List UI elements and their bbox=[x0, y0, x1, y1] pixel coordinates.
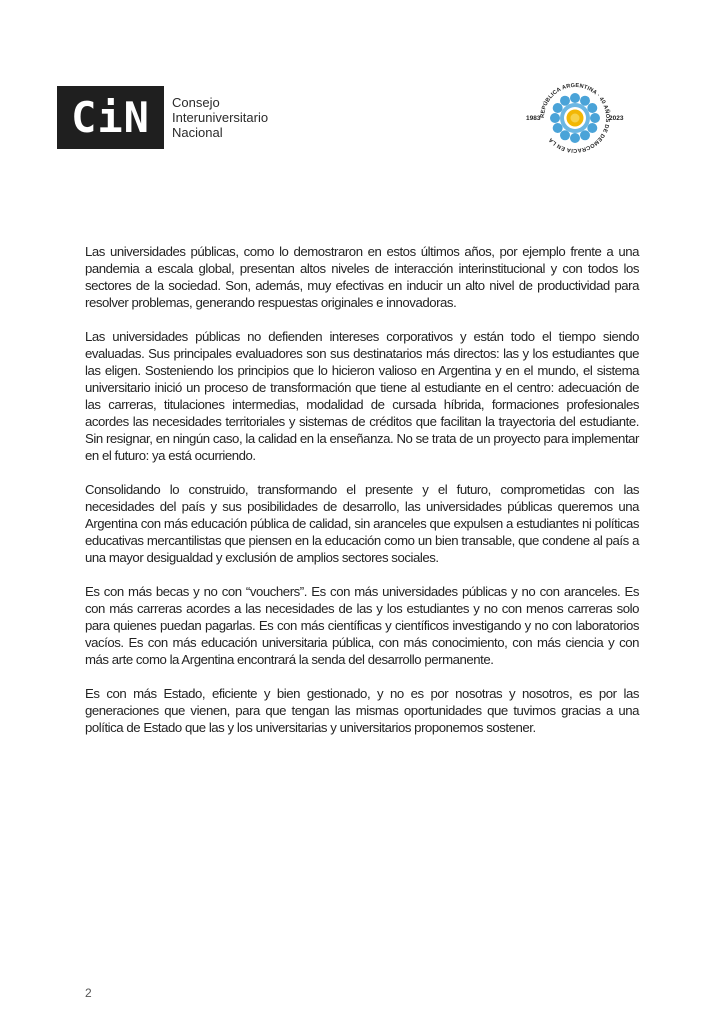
page-number: 2 bbox=[85, 986, 92, 1000]
cin-logo bbox=[57, 86, 268, 149]
seal-arc-textpath: REPÚBLICA ARGENTINA · 40 AÑOS DE DEMOCRACIA EN LA bbox=[539, 82, 611, 154]
page-header bbox=[0, 0, 724, 170]
cin-logo-line-2: Interuniversitario bbox=[172, 110, 269, 125]
seal-year-right: 2023 bbox=[609, 115, 624, 122]
seal-flower bbox=[550, 93, 600, 143]
body-paragraph-5: Es con más Estado, eficiente y bien gestionado, y no es por nosotras y nosotros, es por las generaciones que vienen, para que tengan las mismas oportunidades que tuvimos gracias a una política de Estado que las y los universitarias y universitarios proponemos sostener. bbox=[85, 686, 639, 735]
cin-logo-text bbox=[172, 95, 268, 140]
cin-logo-mark: CiN bbox=[57, 86, 164, 149]
cin-logo-line-1: Consejo bbox=[172, 95, 220, 110]
body-paragraph-2: Las universidades públicas no defienden intereses corporativos y están todo el tiempo siendo evaluadas. Sus principales evaluadores son sus destinatarios más directos: las y los estudiantes que las eligen. Sosteniendo los principios que lo hicieron valioso en Argentina y en el mundo, el sistema universitario inició un proceso de transformación que tiene al estudiante en el centro: adecuación de las carreras, titulaciones intermedias, modalidad de cursada híbrida, formaciones profesionales acordes las necesidades territoriales y sistemas de créditos que facilitan la trayectoria del estudiante. Sin resignar, en ningún caso, la calidad en la enseñanza. No se trata de un proyecto para implementar en el futuro: ya está ocurriendo. bbox=[85, 329, 639, 463]
seal-year-left: 1983 bbox=[526, 115, 541, 122]
body-paragraph-1: Las universidades públicas, como lo demostraron en estos últimos años, por ejemplo frente a una pandemia a escala global, presentan altos niveles de interacción interinstitucional y con todos los sectores de la sociedad. Son, además, muy efectivas en inducir un alto nivel de productividad para resolver problemas, generando respuestas originales e innovadoras. bbox=[85, 244, 639, 310]
body-paragraph-3: Consolidando lo construido, transformando el presente y el futuro, comprometidas con las necesidades del país y sus posibilidades de desarrollo, las universidades públicas queremos una Argentina con más educación pública de calidad, sin aranceles que expulsen a estudiantes ni políticas educativas mercantilistas que piensen en la educación como un bien transable, que condene al país a una mayor desigualdad y exclusión de amplios sectores sociales. bbox=[85, 482, 639, 565]
democracy-40-years-seal bbox=[513, 78, 637, 158]
document-body bbox=[85, 243, 639, 753]
body-paragraph-4: Es con más becas y no con “vouchers”. Es con más universidades públicas y no con aranceles. Es con más carreras acordes a las necesidades de las y los estudiantes y no con menos carreras solo para quienes puedan pagarlas. Es con más científicas y científicos investigando y no con laboratorios vacíos. Es con más educación universitaria pública, con más conocimiento, con más ciencia y con más arte como la Argentina encontrará la senda del desarrollo permanente. bbox=[85, 584, 639, 667]
cin-logo-line-3: Nacional bbox=[172, 125, 223, 140]
